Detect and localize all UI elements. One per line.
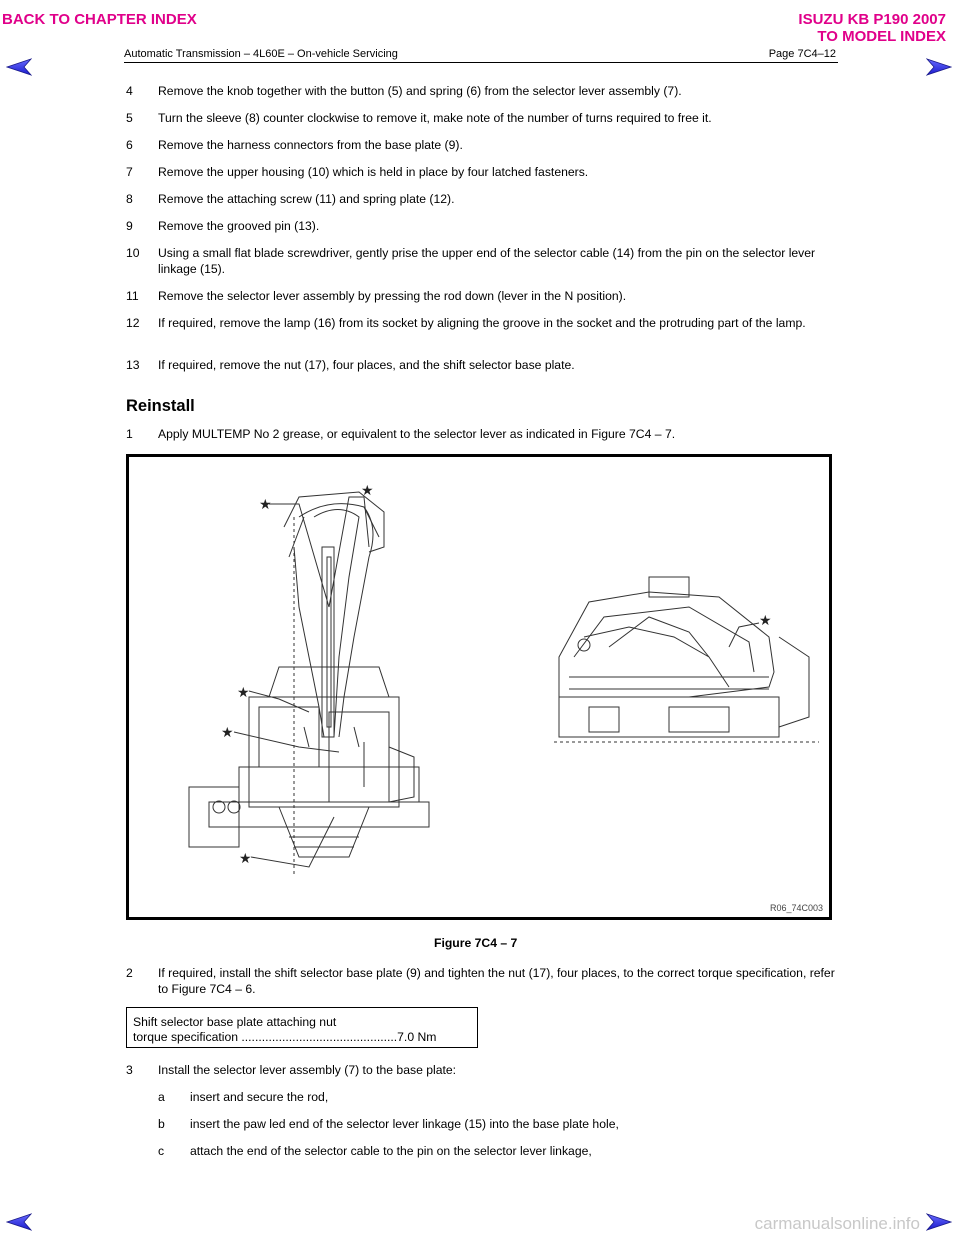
next-page-arrow-icon[interactable] bbox=[926, 1213, 952, 1231]
selector-lever-diagram bbox=[129, 457, 829, 917]
torque-spec-box bbox=[126, 1007, 478, 1048]
header-page-number: Page 7C4–12 bbox=[768, 48, 836, 60]
section-heading-reinstall: Reinstall bbox=[126, 397, 195, 415]
figure-caption: Figure 7C4 – 7 bbox=[434, 936, 518, 950]
header-section-title: Automatic Transmission – 4L60E – On-vehicle Servicing bbox=[124, 48, 398, 60]
svg-text:★: ★ bbox=[259, 496, 272, 512]
svg-text:★: ★ bbox=[221, 724, 234, 740]
svg-text:★: ★ bbox=[361, 482, 374, 498]
spec-line-1: Shift selector base plate attaching nut bbox=[133, 1015, 337, 1029]
next-page-arrow-icon[interactable] bbox=[926, 58, 952, 76]
model-title: ISUZU KB P190 2007 bbox=[798, 11, 946, 28]
to-model-index-link[interactable]: TO MODEL INDEX bbox=[817, 28, 946, 45]
svg-text:★: ★ bbox=[759, 612, 772, 628]
figure-7c4-7 bbox=[126, 454, 832, 920]
svg-text:★: ★ bbox=[237, 684, 250, 700]
svg-text:★: ★ bbox=[239, 850, 252, 866]
watermark: carmanualsonline.info bbox=[754, 1214, 920, 1233]
back-to-chapter-index-link[interactable]: BACK TO CHAPTER INDEX bbox=[2, 11, 197, 28]
prev-page-arrow-icon[interactable] bbox=[6, 1213, 32, 1231]
spec-line-2: torque specification ..............................................7.0 Nm bbox=[133, 1030, 437, 1044]
figure-id: R06_74C003 bbox=[769, 903, 823, 913]
header-rule bbox=[124, 62, 838, 63]
prev-page-arrow-icon[interactable] bbox=[6, 58, 32, 76]
